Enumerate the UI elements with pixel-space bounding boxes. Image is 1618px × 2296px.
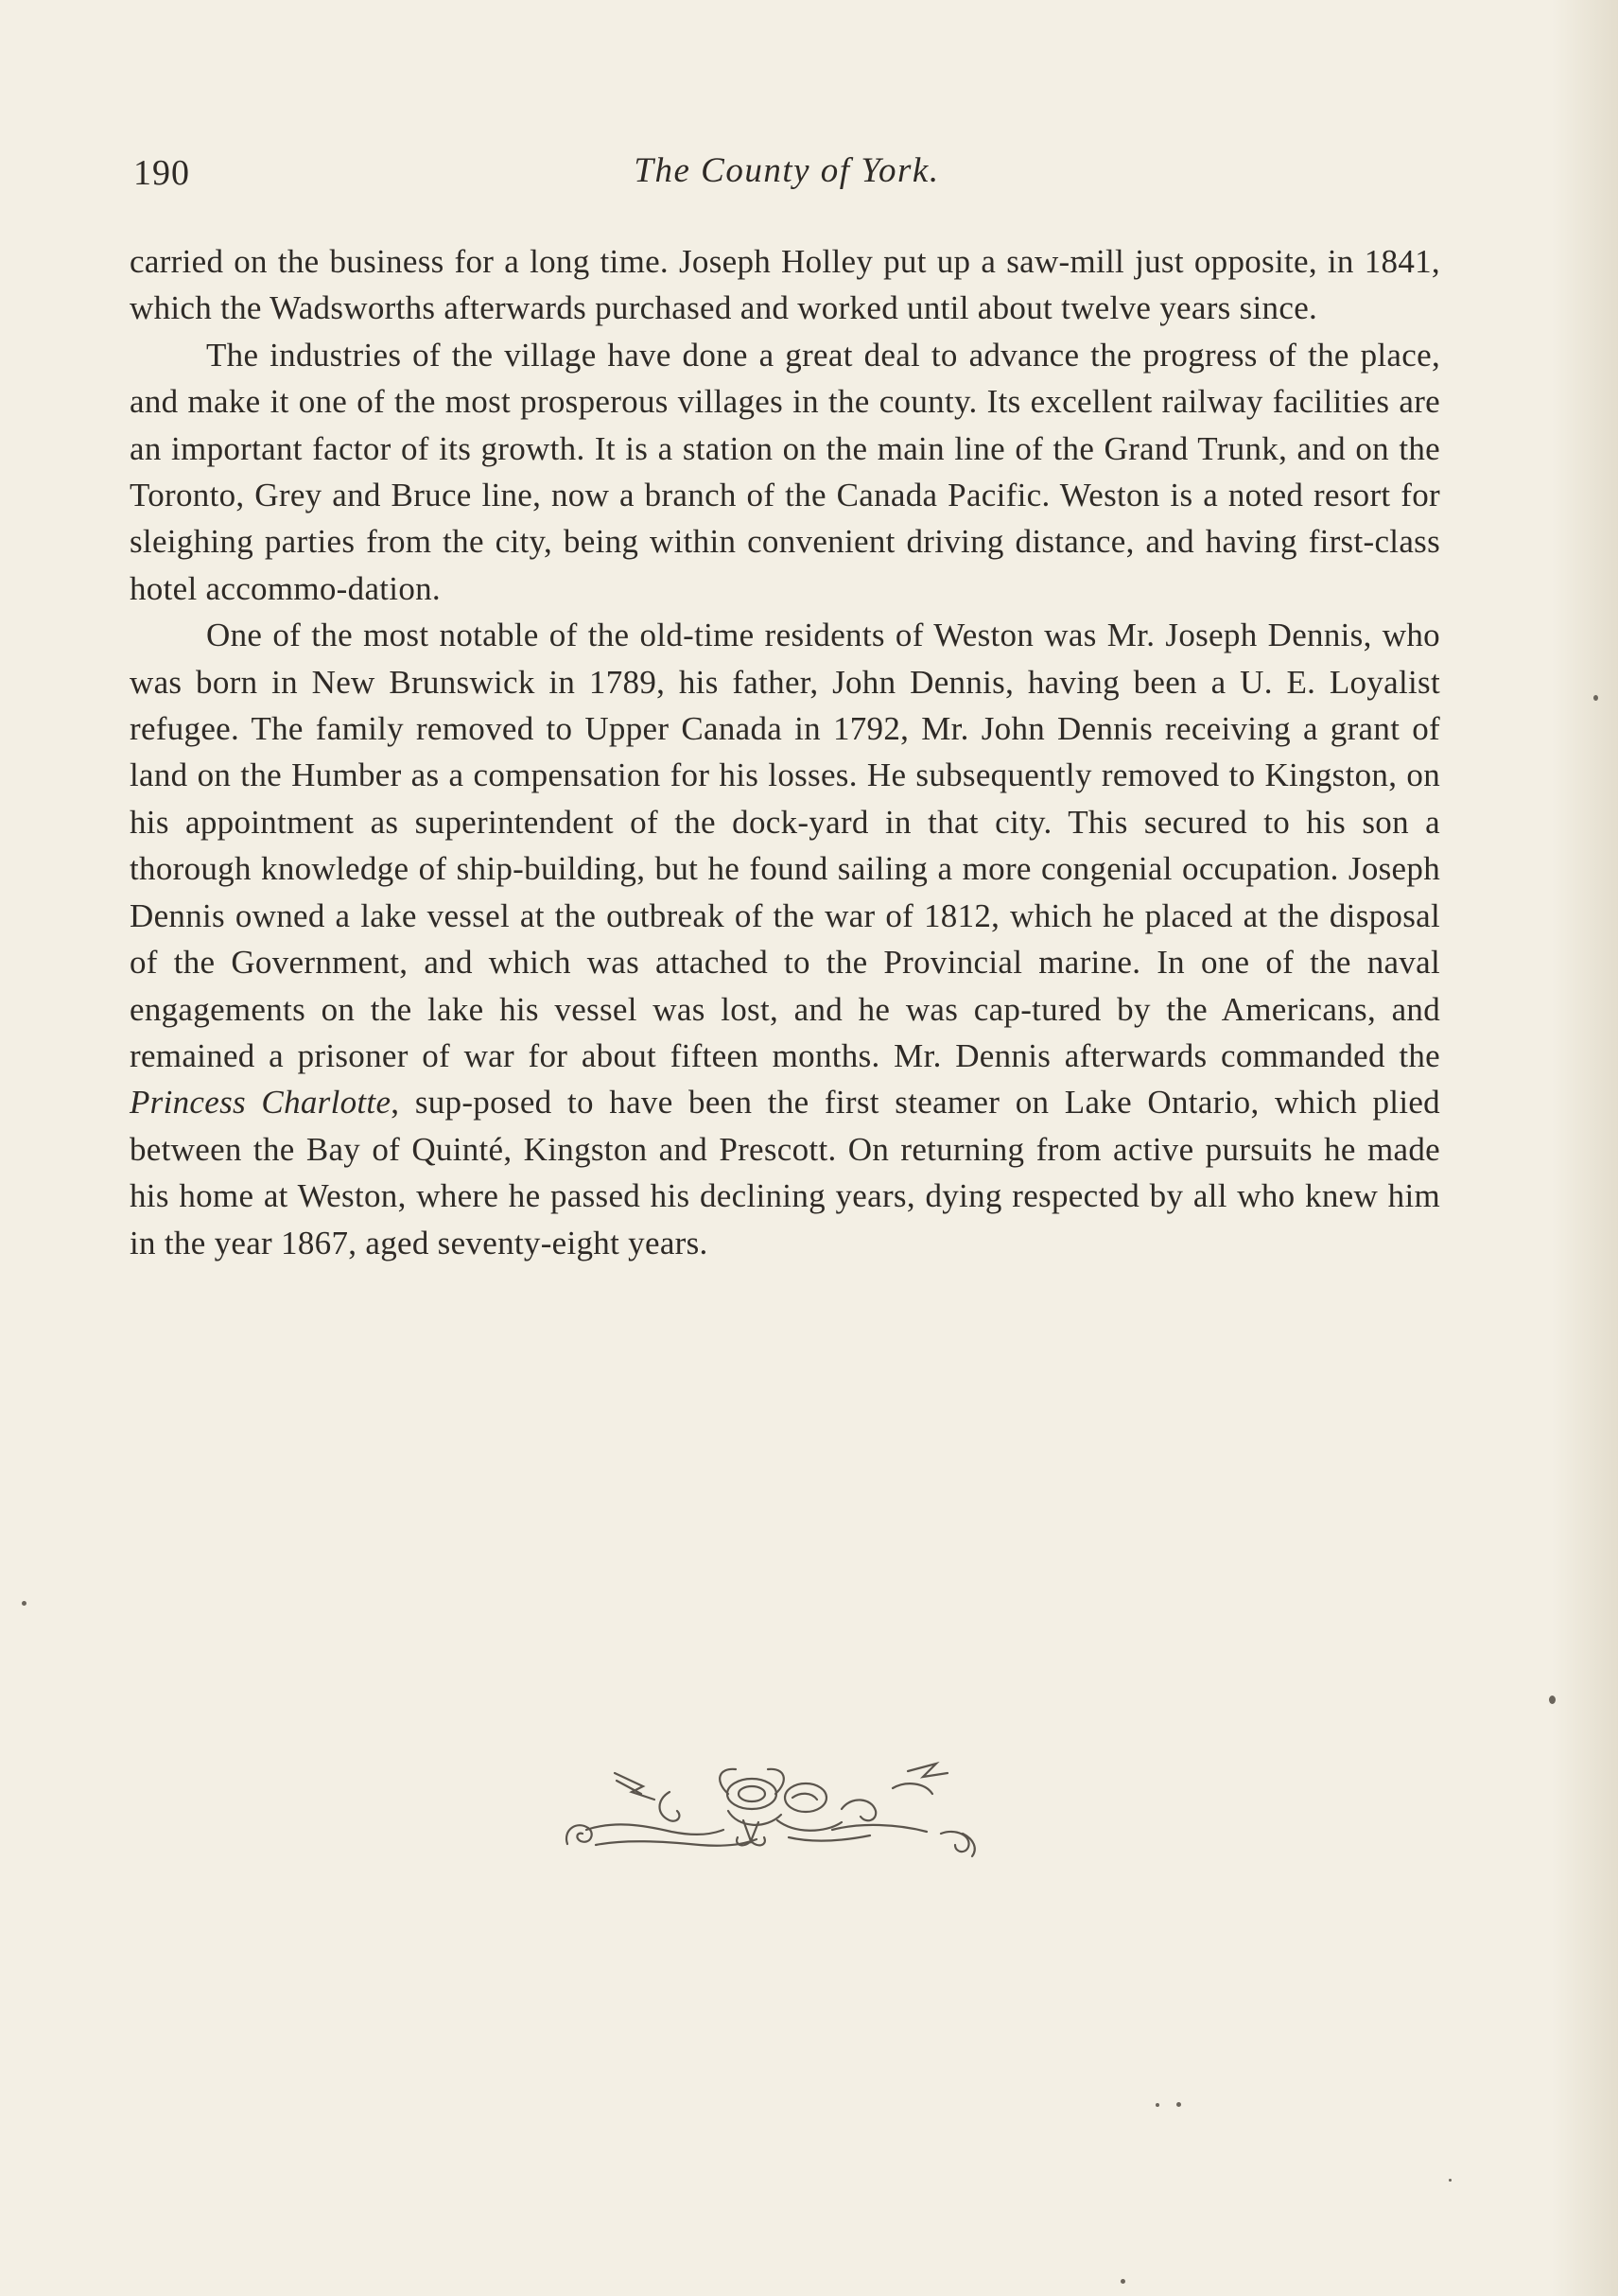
paper-speck xyxy=(1593,695,1598,701)
running-title: The County of York. xyxy=(634,151,940,190)
paper-speck xyxy=(1549,1696,1556,1704)
paragraph-3-text-b: , sup-posed to have been the first steamer on Lake Ontario, which plied between the Bay of Quinté, Kingston and Prescott. On returning from active pursuits he made his home at Weston, where he passed his declining years, dying respected by all who knew him in the year 1867, aged seventy-eight years. xyxy=(130,1084,1440,1261)
paragraph-2: The industries of the village have done a great deal to advance the progress of the place, and make it one of the most prosperous villages in the county. Its excellent railway facilities are an important factor of its growth. It is a station on the main line of the Grand Trunk, and on the Toronto, Grey and Bruce line, now a branch of the Canada Pacific. Weston is a noted resort for sleighing parties from the city, being within convenient driving distance, and having first-class hotel accommo-dation. xyxy=(130,336,1440,607)
paper-speck xyxy=(1176,2102,1181,2107)
page-header xyxy=(130,147,1444,203)
page-edge-shadow xyxy=(1552,0,1618,2296)
page-number: 190 xyxy=(133,153,190,193)
paragraph-1: carried on the business for a long time. Joseph Holley put up a saw-mill just opposite, in 1841, which the Wadsworths afterwards purchased and worked until about twelve years since. xyxy=(130,243,1440,327)
paragraph-3-text-a: One of the most notable of the old-time residents of Weston was Mr. Joseph Dennis, who was born in New Brunswick in 1789, his father, John Dennis, having been a U. E. Loyalist refugee. The family removed to Upper Canada in 1792, Mr. John Dennis receiving a grant of land on the Humber as a compensation for his losses. He subsequently removed to Kingston, on his appointment as superintendent of the dock-yard in that city. This secured to his son a thorough knowledge of ship-building, but he found sailing a more congenial occupation. Joseph Dennis owned a lake vessel at the outbreak of the war of 1812, which he placed at the disposal of the Government, and which was attached to the Provincial marine. In one of the naval engagements on the lake his vessel was lost, and he was cap-tured by the Americans, and remained a prisoner of war for about fifteen months. Mr. Dennis afterwards commanded the xyxy=(130,617,1440,1074)
ship-name-italic: Princess Charlotte xyxy=(130,1084,391,1122)
paragraph-3 xyxy=(130,612,1440,1266)
paper-speck xyxy=(1121,2279,1125,2284)
paper-speck xyxy=(1156,2103,1159,2107)
paper-speck xyxy=(22,1601,26,1606)
scroll-flourish-ornament-icon xyxy=(558,1754,993,1858)
body-text xyxy=(130,238,1440,1266)
paper-speck xyxy=(1449,2179,1452,2182)
